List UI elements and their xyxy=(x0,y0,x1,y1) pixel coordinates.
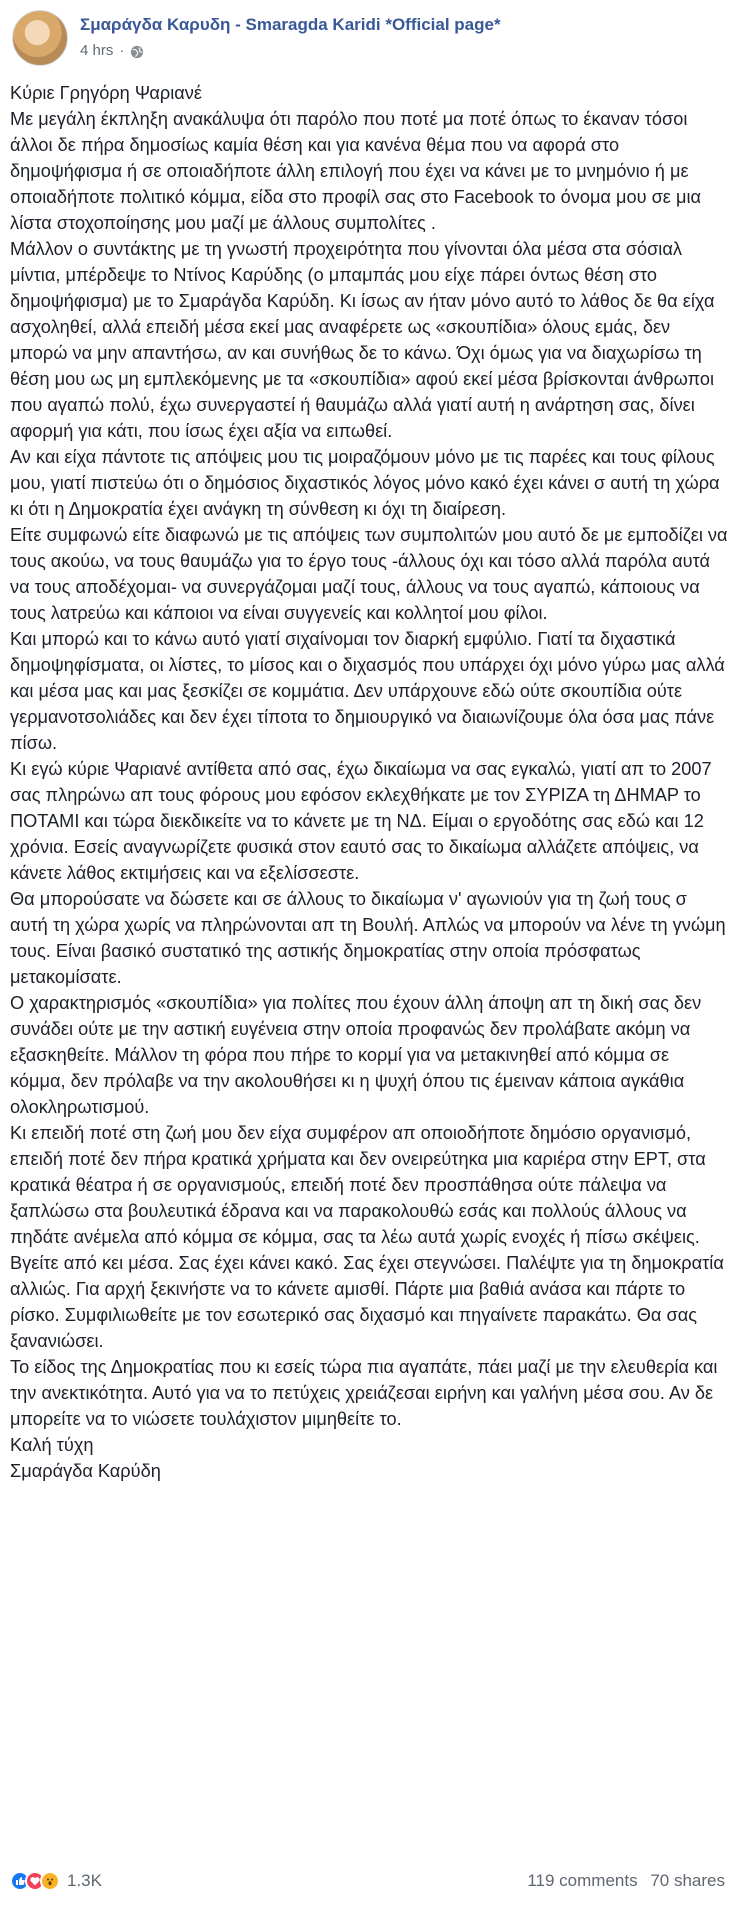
post-meta xyxy=(80,14,501,62)
post-timestamp[interactable]: 4 hrs xyxy=(80,42,114,59)
post-paragraph: Θα μπορούσατε να δώσετε και σε άλλους το δικαίωμα ν' αγωνιούν για τη ζωή τους σ αυτή τη χώρα χωρίς να πληρώνονται απ τη Βουλή. Απλώς να μπορούν να λένε τη γνώμη τους. Είναι βασικό συστατικό της αστικής δημοκρατίας στην οποία πρόσφατως μετακομίσατε. xyxy=(10,889,726,987)
post-paragraph: Κύριε Γρηγόρη Ψαριανέ xyxy=(10,83,202,103)
post-header xyxy=(12,8,501,68)
post-paragraph: Με μεγάλη έκπληξη ανακάλυψα ότι παρόλο που ποτέ μα ποτέ όπως το έκαναν τόσοι άλλοι δε πήρα δημοσίως καμία θέση και για κανένα θέμα που να αφορά στο δημοψήφισμα ή σε οποιαδήποτε άλλη επιλογή που έχει να κάνει με το μνημόνιο ή με οποιαδήποτε πολιτικό κόμμα, είδα στο προφίλ σας στο Facebook το όνομα μου σε μια λίστα στοχοποίησης μου μαζί με άλλους συμπολίτες . xyxy=(10,109,702,233)
post-subline xyxy=(80,40,501,62)
post-paragraph: Βγείτε από κει μέσα. Σας έχει κάνει κακό. Σας έχει στεγνώσει. Παλέψτε για τη δημοκρατία αλλιώς. Για αρχή ξεκινήστε να το κάνετε αμισθί. Πάρτε μια βαθιά ανάσα και πάρτε το ρίσκο. Συμφιλιωθείτε με τον εσωτερικό σας διχασμό και πηγαίνετε παρακάτω. Θα σας ξανανιώσει. xyxy=(10,1253,724,1351)
engagement-stats xyxy=(519,1871,725,1891)
post-paragraph: Το είδος της Δημοκρατίας που κι εσείς τώρα πια αγαπάτε, πάει μαζί με την ελευθερία και την ανεκτικότητα. Αυτό για να το πετύχεις χρειάζεσαι ειρήνη και γαλήνη μέσα σου. Αν δε μπορείτε να το νιώσετε τουλάχιστον μιμηθείτε το. xyxy=(10,1357,718,1429)
post-paragraph: Και μπορώ και το κάνω αυτό γιατί σιχαίνομαι τον διαρκή εμφύλιο. Γιατί τα διχαστικά δημοψηφίσματα, οι λίστες, το μίσος και ο διχασμός που υπάρχει όχι μόνο γύρω μας αλλά και μέσα μας και μας ξεσκίζει σε κομμάτια. Δεν υπάρχουνε εδώ ούτε σκουπίδια ούτε γερμανοτσολιάδες και δεν έχει τίποτα το δημιουργικό να διαιωνίζουμε όλα όσα μας πάνε πίσω. xyxy=(10,629,725,753)
post-paragraph: Μάλλον ο συντάκτης με τη γνωστή προχειρότητα που γίνονται όλα μέσα στα σόσιαλ μίντια, μπέρδεψε το Ντίνος Καρύδης (ο μπαμπάς μου είχε πάρει όντως θέση στο δημοψήφισμα) με το Σμαράγδα Καρύδη. Κι ίσως αν ήταν μόνο αυτό το λάθος δε θα είχα ασχοληθεί, αλλά επειδή μέσα εκεί μας αναφέρετε ως «σκουπίδια» όλους εμάς, δεν μπορώ να μην απαντήσω, αν και συνήθως δε το κάνω. Όχι όμως για να διαχωρίσω τη θέση μου ως μη εμπλεκόμενης με τα «σκουπίδια» αφού εκεί μέσα βρίσκονται άνθρωποι που αγαπώ πολύ, έχω συνεργαστεί ή θαυμάζω αλλά γιατί αυτή η ανάρτηση σας, δίνει αφορμή για κάτι, που ίσως έχει αξία να ειπωθεί. xyxy=(10,239,715,441)
shares-count[interactable]: 70 shares xyxy=(650,1871,725,1890)
post-body xyxy=(10,80,728,1484)
wow-reaction-icon xyxy=(40,1871,60,1891)
post-paragraph: Κι εγώ κύριε Ψαριανέ αντίθετα από σας, έχω δικαίωμα να σας εγκαλώ, γιατί απ το 2007 σας πληρώνω απ τους φόρους μου εφόσον εκλεχθήκατε με τον ΣΥΡΙΖΑ τη ΔΗΜΑΡ το ΠΟΤΑΜΙ και τώρα διεκδικείτε να το κάνετε με τη ΝΔ. Είμαι ο εργοδότης σας εδώ και 12 χρόνια. Εσείς αναγνωρίζετε φυσικά στον εαυτό σας το δικαίωμα αλλάζετε απόψεις, να κάνετε λάθος εκτιμήσεις και να εξελίσσεστε. xyxy=(10,759,712,883)
post-paragraph: Σμαράγδα Καρύδη xyxy=(10,1461,161,1481)
post-paragraph: Καλή τύχη xyxy=(10,1435,94,1455)
author-name[interactable]: Σμαράγδα Καρυδη - Smaragda Karidi *Official page* xyxy=(80,15,501,34)
post-paragraph: Κι επειδή ποτέ στη ζωή μου δεν είχα συμφέρον απ οποιοδήποτε δημόσιο οργανισμό, επειδή ποτέ δεν πήρα κρατικά χρήματα και δεν ονειρεύτηκα μια καριέρα στην ΕΡΤ, στα κρατικά θέατρα ή σε οργανισμούς, επειδή ποτέ δεν προσπάθησα ούτε πάλεψα να ξαπλώσω στα βουλευτικά έδρανα και να παρακολουθώ εσάς και πολλούς άλλους να πηδάτε ανέμελα από κόμμα σε κόμμα, σας τα λέω αυτά χωρίς ενοχές ή πίσω σκέψεις. xyxy=(10,1123,706,1247)
comments-count[interactable]: 119 comments xyxy=(527,1871,638,1890)
reactions-summary[interactable] xyxy=(10,1871,102,1891)
post-paragraph: Αν και είχα πάντοτε τις απόψεις μου τις μοιραζόμουν μόνο με τις παρέες και τους φίλους μου, γιατί πιστεύω ότι ο δημόσιος διχαστικός λόγος μόνο κακό έχει κάνει σ αυτή τη χώρα κι ότι η Δημοκρατία έχει ανάγκη τη σύνθεση κι όχι τη διαίρεση. xyxy=(10,447,720,519)
separator-dot: · xyxy=(119,42,125,59)
post-paragraph: Ο χαρακτηρισμός «σκουπίδια» για πολίτες που έχουν άλλη άποψη απ τη δική σας δεν συνάδει ούτε με την αστική ευγένεια στην οποία προφανώς δεν προλάβατε ακόμη να εξασκηθείτε. Μάλλον τη φόρα που πήρε το κορμί για να μετακινηθεί από κόμμα σε κόμμα, δεν πρόλαβε να την ακολουθήσει κι η ψυχή όπου τις έμειναν κάποια αγκάθια ολοκληρωτισμού. xyxy=(10,993,702,1117)
reactions-count[interactable]: 1.3K xyxy=(67,1871,102,1890)
avatar[interactable] xyxy=(12,10,68,66)
globe-icon[interactable] xyxy=(130,44,144,58)
post-paragraph: Είτε συμφωνώ είτε διαφωνώ με τις απόψεις των συμπολιτών μου αυτό δε με εμποδίζει να τους ακούω, να τους θαυμάζω για το έργο τους -άλλους όχι και τόσο αλλά παρόλα αυτά να τους αποδέχομαι- να συνεργάζομαι μαζί τους, άλλους να τους αγαπώ, κάποιους να τους λατρεύω και κάποιοι να είναι συγγενείς και κολλητοί μου φίλοι. xyxy=(10,525,728,623)
post-footer xyxy=(10,1864,725,1898)
